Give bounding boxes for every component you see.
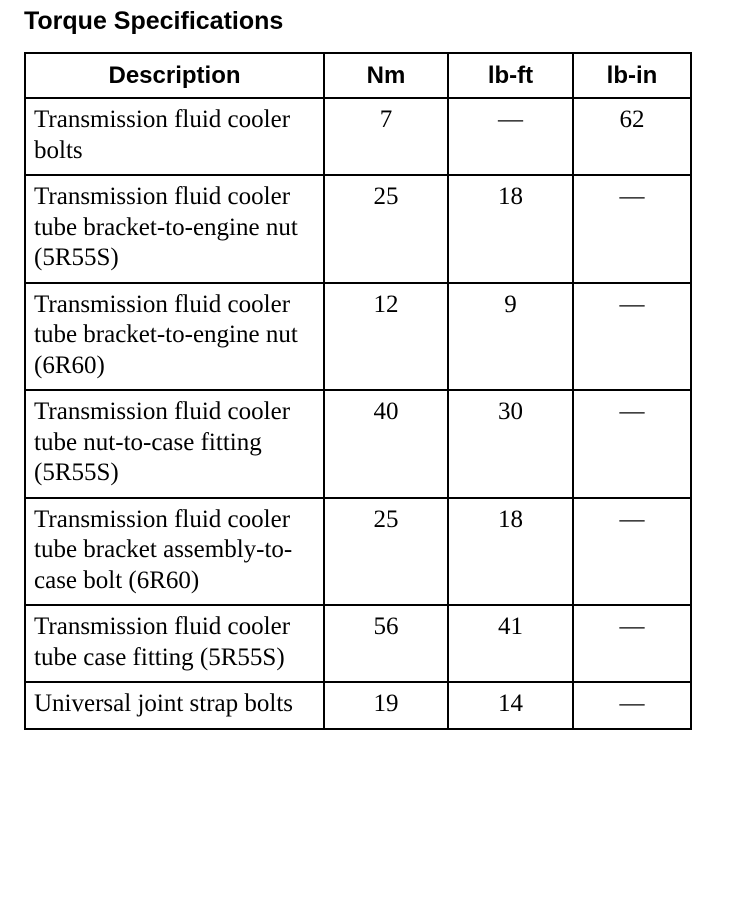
- description-cell: Universal joint strap bolts: [25, 682, 324, 729]
- lb-ft-cell: 41: [448, 605, 573, 682]
- lb-in-cell: —: [573, 175, 691, 283]
- lb-ft-cell: 30: [448, 390, 573, 498]
- column-header-lb-in: lb-in: [573, 53, 691, 98]
- column-header-lb-ft: lb-ft: [448, 53, 573, 98]
- table-row: [25, 175, 691, 283]
- description-cell: Transmission fluid cooler tube bracket-to-engine nut (5R55S): [25, 175, 324, 283]
- nm-cell: 7: [324, 98, 448, 175]
- nm-cell: 40: [324, 390, 448, 498]
- description-cell: Transmission fluid cooler bolts: [25, 98, 324, 175]
- lb-in-cell: —: [573, 283, 691, 391]
- description-cell: Transmission fluid cooler tube case fitting (5R55S): [25, 605, 324, 682]
- lb-in-cell: —: [573, 498, 691, 606]
- description-cell: Transmission fluid cooler tube bracket-to-engine nut (6R60): [25, 283, 324, 391]
- table-row: [25, 498, 691, 606]
- torque-spec-table: [24, 52, 692, 730]
- column-header-description: Description: [25, 53, 324, 98]
- table-row: [25, 98, 691, 175]
- table-row: [25, 682, 691, 729]
- lb-in-cell: 62: [573, 98, 691, 175]
- nm-cell: 56: [324, 605, 448, 682]
- table-row: [25, 605, 691, 682]
- nm-cell: 25: [324, 175, 448, 283]
- table-row: [25, 283, 691, 391]
- lb-ft-cell: 18: [448, 175, 573, 283]
- column-header-nm: Nm: [324, 53, 448, 98]
- table-row: [25, 390, 691, 498]
- page-title: Torque Specifications: [24, 7, 284, 35]
- lb-ft-cell: 14: [448, 682, 573, 729]
- lb-ft-cell: 18: [448, 498, 573, 606]
- lb-in-cell: —: [573, 390, 691, 498]
- nm-cell: 19: [324, 682, 448, 729]
- table-header-row: [25, 53, 691, 98]
- lb-ft-cell: 9: [448, 283, 573, 391]
- nm-cell: 25: [324, 498, 448, 606]
- lb-ft-cell: —: [448, 98, 573, 175]
- description-cell: Transmission fluid cooler tube bracket assembly-to-case bolt (6R60): [25, 498, 324, 606]
- lb-in-cell: —: [573, 605, 691, 682]
- nm-cell: 12: [324, 283, 448, 391]
- description-cell: Transmission fluid cooler tube nut-to-case fitting (5R55S): [25, 390, 324, 498]
- lb-in-cell: —: [573, 682, 691, 729]
